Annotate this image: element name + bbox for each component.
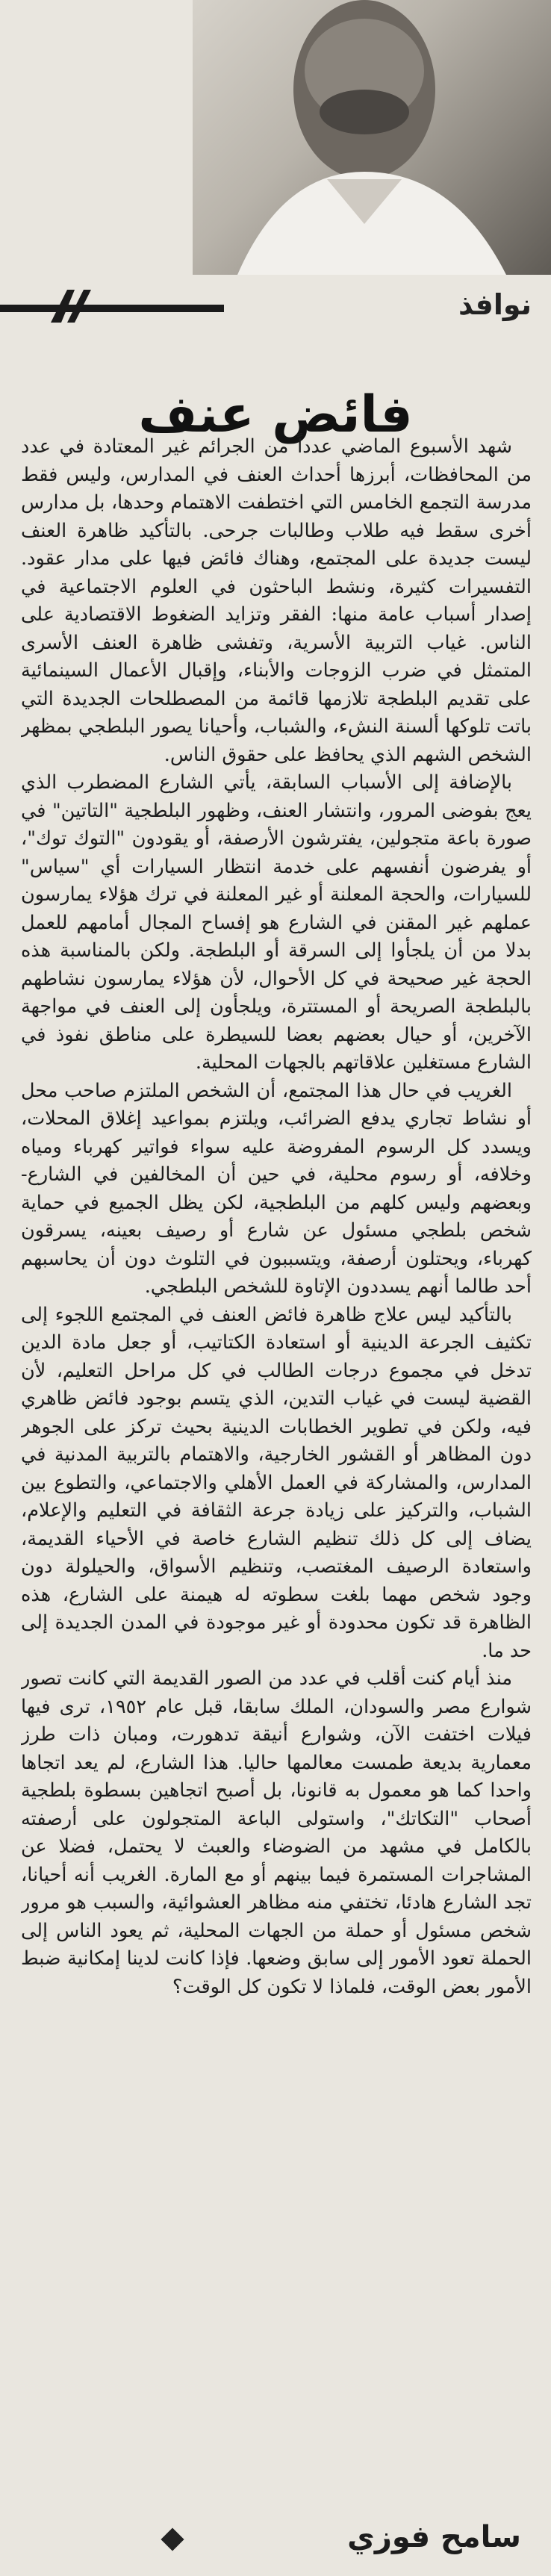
article-body <box>21 433 532 2464</box>
article-paragraph: منذ أيام كنت أقلب في عدد من الصور القديمة التي كانت تصور شوارع مصر والسودان، الملك سابقا، قبل عام ١٩٥٢، ترى فيها فيلات اختفت الآن، وشوارع أنيقة تدهورت، ومبان ذات طرز معمارية بديعة طمست معالمها حاليا. هذا الشارع، لم يعد اتجاها واحدا كما هو معمول به قانونا، بل أصبح اتجاهين بسطوة بلطجية أصحاب "التكاتك"، واستولى الباعة المتجولون على أرصفته بالكامل في مشهد من الضوضاء والعبث لا يحتمل، فضلا عن المشاجرات المستمرة فيما بينهم أو مع المارة. الغريب أنه أحيانا، تجد الشارع هادئا، تختفي منه مظاهر العشوائية، والسبب هو مرور شخص مسئول أو حملة من الجهات المحلية، ثم يعود الناس إلى الحملة تعود الأمور إلى سابق وضعها. فإذا كانت لدينا إمكانية ضبط الأمور بعض الوقت، فلماذا لا تكون كل الوقت؟ <box>21 1667 532 1998</box>
article-paragraph: بالإضافة إلى الأسباب السابقة، يأتي الشارع المضطرب الذي يعج بفوضى المرور، وانتشار العنف، وظهور البلطجية "التاتين" في صورة باعة متجولين، يفترشون الأرصفة، أو يقودون "التوك توك"، أو يفرضون أنفسهم على خدمة انتظار السيارات أي "سياس" للسيارات، والحجة المعلنة أو غير المعلنة في ترك هؤلاء يمارسون عملهم غير المقنن في الشارع هو إفساح المجال أمامهم للعمل بدلا من أن يلجأوا إلى السرقة أو البلطجة. ولكن بالمناسبة هذه الحجة غير صحيحة في كل الأحوال، لأن هؤلاء يمارسون نشاطهم بالبلطجة الصريحة أو المستترة، ويلجأون إلى العنف في مواجهة الآخرين، أو حيال بعضهم بعضا للسيطرة على مناطق نفوذ في الشارع مستغلين علاقاتهم بالجهات المحلية. <box>21 771 532 1074</box>
author-byline: سامح فوزي <box>347 2520 521 2554</box>
author-photo <box>193 0 551 275</box>
byline-diamond-icon <box>161 2527 184 2551</box>
column-name: نوافذ <box>458 288 532 321</box>
article-paragraph: الغريب في حال هذا المجتمع، أن الشخص الملتزم صاحب محل أو نشاط تجاري يدفع الضرائب، ويلتزم بمواعيد إغلاق المحلات، ويسدد كل الرسوم المفروضة عليه سواء فواتير كهرباء ومياه وخلافه، أو رسوم محلية، في حين أن المخالفين في الشارع- وبعضهم وليس كلهم من البلطجية، لكن يظل الجميع في حماية شخص بلطجي مسئول عن شارع أو رصيف بعينه، يسرقون كهرباء، ويحتلون أرصفة، ويتسببون في التلوث دون أن يحاسبهم أحد طالما أنهم يسددون الإتاوة للشخص البلطجي. <box>21 1079 532 1298</box>
article-paragraph: بالتأكيد ليس علاج ظاهرة فائض العنف في المجتمع اللجوء إلى تكثيف الجرعة الدينية أو استعادة الكتاتيب، أو جعل مادة الدين تدخل في مجموع درجات الطالب في كل مراحل التعليم، لأن القضية ليست في غياب التدين، الذي يتسم بوجود فائض ظاهري فيه، ولكن في تطوير الخطابات الدينية بحيث تركز على الجوهر دون المظاهر أو القشور الخارجية، والاهتمام بالتربية المدنية في المدارس، والمشاركة في العمل الأهلي والاجتماعي، والتطوع بين الشباب، والتركيز على زيادة جرعة الثقافة في التعليم والإعلام، يضاف إلى كل ذلك تنظيم الشارع خاصة في الأحياء القديمة، واستعادة الرصيف المغتصب، وتنظيم الأسواق، والحيلولة دون وجود شخص مهما بلغت سطوته له هيمنة على الشارع، هذه الظاهرة قد تكون محدودة أو غير موجودة في المدن الجديدة إلى حد ما. <box>21 1303 532 1662</box>
author-portrait-illustration <box>193 0 551 275</box>
column-rule <box>0 305 224 312</box>
column-header <box>0 282 551 340</box>
article-title: فائض عنف <box>138 385 413 444</box>
article-paragraph: شهد الأسبوع الماضي عدداً من الجرائم غير المعتادة في عدد من المحافظات، أبرزها أحداث العنف في المدارس، وليس فقط مدرسة التجمع الخامس التي اختطفت الاهتمام وحدها، بل مدارس أخرى سقط فيه طلاب وطالبات جرحى. بالتأكيد ظاهرة العنف ليست جديدة على المجتمع، وهناك فائض فيها على مدار عقود. التفسيرات كثيرة، ونشط الباحثون في العلوم الاجتماعية في إصدار أسباب عامة منها: الفقر وتزايد الضغوط الاقتصادية على الناس. غياب التربية الأسرية، وتفشى ظاهرة العنف الأسرى المتمثل في ضرب الزوجات والأبناء، وإقبال الأعمال السينمائية على تقديم البلطجة تلازمها قائمة من المصطلحات الجديدة التي باتت تلوكها ألسنة النشء، والشباب، وأحيانا يصور البلطجي بمظهر الشخص الشهم الذي يحافظ على حقوق الناس. <box>21 435 532 766</box>
column-logo-icon <box>45 284 97 329</box>
